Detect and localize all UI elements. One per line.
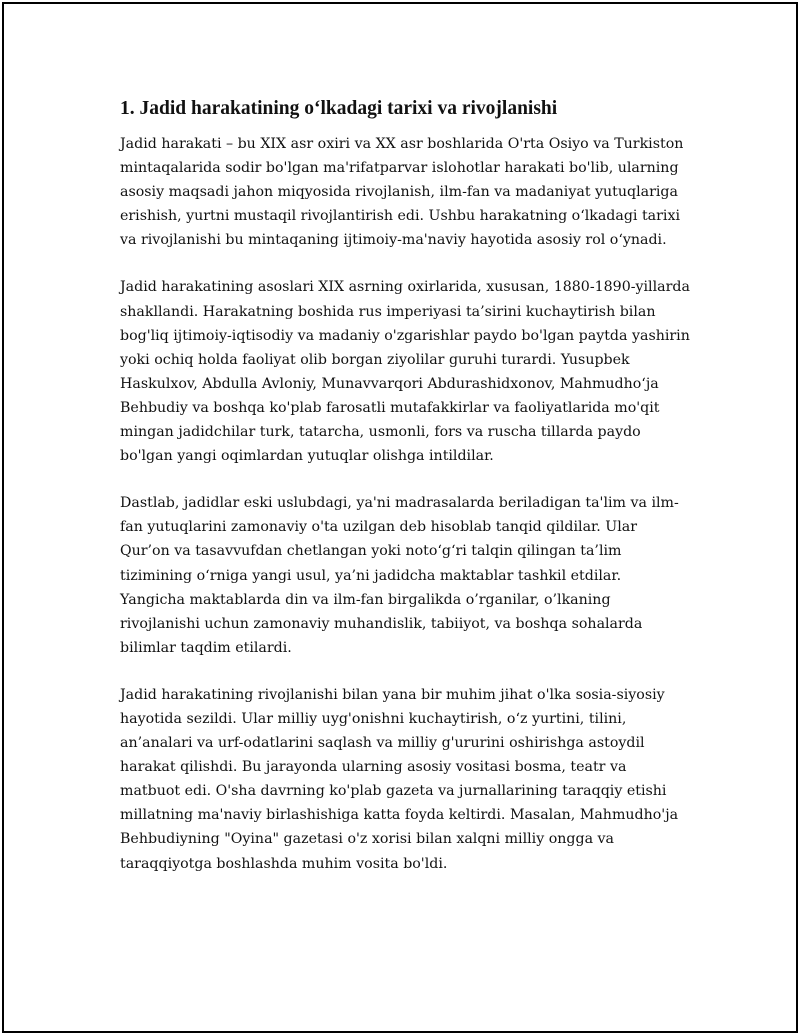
paragraph-4: Jadid harakatining rivojlanishi bilan yana bir muhim jihat o'lka sosia-siyosiy hayotida sezildi. Ular milliy uyg'onishni kuchaytirish, o‘z yurtini, tilini, an’analari va urf-odatlarini saqlash va milliy g'ururini oshirishga astoydil harakat qilishdi. Bu jarayonda ularning asosiy vositasi bosma, teatr va matbuot edi. O'sha davrning ko'plab gazeta va jurnallarining taraqqiy etishi millatning ma'naviy birlashishiga katta foyda keltirdi. Masalan, Mahmudho'ja Behbudiyning "Oyina" gazetasi o'z xorisi bilan xalqni milliy ongga va taraqqiyotga boshlashda muhim vosita bo'ldi. <box>120 686 679 872</box>
paragraph-1: Jadid harakati – bu XIX asr oxiri va XX asr boshlarida O'rta Osiyo va Turkiston mintaqalarida sodir bo'lgan ma'rifatparvar islohotlar harakati bo'lib, ularning asosiy maqsadi jahon miqyosida rivojlanish, ilm-fan va madaniyat yutuqlariga erishish, yurtni mustaqil rivojlantirish edi. Ushbu harakatning o‘lkadagi tarixi va rivojlanishi bu mintaqaning ijtimoiy-ma'naviy hayotida asosiy rol o‘ynadi. <box>120 136 684 249</box>
page-frame <box>2 2 798 1033</box>
section-heading: 1. Jadid harakatining o‘lkadagi tarixi va rivojlanishi <box>120 98 558 119</box>
paragraph-3: Dastlab, jadidlar eski uslubdagi, ya'ni madrasalarda beriladigan ta'lim va ilm-fan yutuqlarini zamonaviy o'ta uzilgan deb hisoblab tanqid qildilar. Ular Qur’on va tasavvufdan chetlangan yoki noto‘g‘ri talqin qilingan ta’lim tizimining o‘rniga yangi usul, ya’ni jadidcha maktablar tashkil etdilar. Yangicha maktablarda din va ilm-fan birgalikda o’rganilar, o’lkaning rivojlanishi uchun zamonaviy muhandislik, tabiiyot, va boshqa sohalarda bilimlar taqdim etilardi. <box>120 495 679 656</box>
document-body <box>120 96 690 899</box>
paragraph-2: Jadid harakatining asoslari XIX asrning oxirlarida, xususan, 1880-1890-yillarda shakllandi. Harakatning boshida rus imperiyasi ta’sirini kuchaytirish bilan bog'liq ijtimoiy-iqtisodiy va madaniy o'zgarishlar paydo bo'lgan paytda yashirin yoki ochiq holda faoliyat olib borgan ziyolilar guruhi turardi. Yusupbek Haskulxov, Abdulla Avloniy, Munavvarqori Abdurashidxonov, Mahmudho‘ja Behbudiy va boshqa ko'plab farosatli mutafakkirlar va faoliyatlarida mo'qit mingan jadidchilar turk, tatarcha, usmonli, fors va ruscha tillarda paydo bo'lgan yangi oqimlardan yutuqlar olishga intildilar. <box>120 279 690 465</box>
